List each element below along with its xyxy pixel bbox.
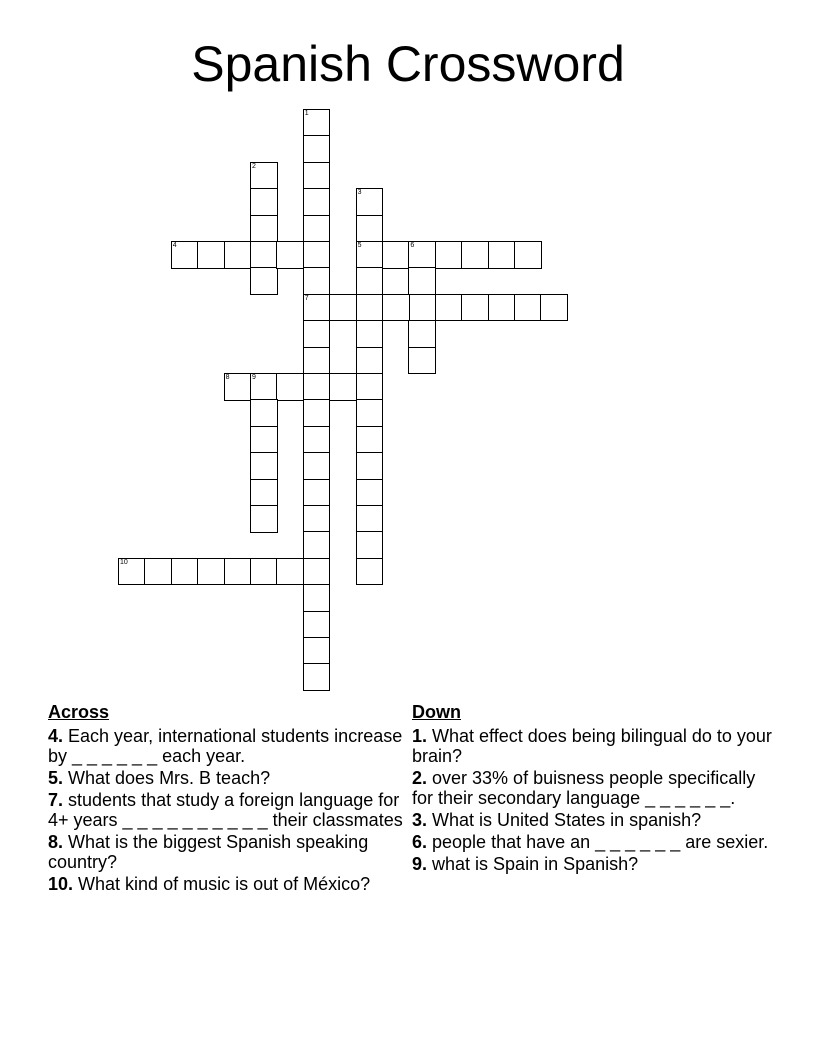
grid-cell[interactable] xyxy=(276,558,304,586)
clue-item xyxy=(48,726,408,766)
grid-cell[interactable] xyxy=(303,241,331,269)
clue-number-label: 6. xyxy=(412,832,428,852)
clue-text: Each year, international students increase by _ _ _ _ _ _ each year. xyxy=(48,726,403,766)
down-heading: Down xyxy=(412,702,461,722)
grid-cell[interactable] xyxy=(250,215,278,243)
grid-cell[interactable] xyxy=(356,479,384,507)
grid-cell[interactable] xyxy=(250,452,278,480)
grid-cell[interactable] xyxy=(488,241,516,269)
grid-cell[interactable] xyxy=(461,241,489,269)
grid-cell[interactable] xyxy=(144,558,172,586)
grid-cell[interactable] xyxy=(250,188,278,216)
grid-cell[interactable] xyxy=(303,347,331,375)
grid-cell[interactable] xyxy=(303,399,331,427)
grid-cell[interactable] xyxy=(356,320,384,348)
grid-cell[interactable] xyxy=(303,558,331,586)
grid-cell[interactable] xyxy=(356,215,384,243)
grid-cell[interactable] xyxy=(250,505,278,533)
clue-item xyxy=(48,874,408,894)
grid-cell[interactable] xyxy=(224,241,252,269)
grid-cell[interactable] xyxy=(250,399,278,427)
grid-cell[interactable] xyxy=(303,320,331,348)
grid-cell[interactable] xyxy=(303,426,331,454)
clue-number-label: 3. xyxy=(412,810,428,830)
clue-text: What is United States in spanish? xyxy=(427,810,702,830)
down-clues xyxy=(412,702,772,876)
grid-cell[interactable] xyxy=(171,241,199,269)
clue-number: 8 xyxy=(225,374,230,381)
clue-number: 1 xyxy=(304,110,309,117)
clue-text: people that have an _ _ _ _ _ _ are sexier. xyxy=(427,832,769,852)
grid-cell[interactable] xyxy=(356,294,384,322)
grid-cell[interactable] xyxy=(250,479,278,507)
grid-cell[interactable] xyxy=(356,188,384,216)
grid-cell[interactable] xyxy=(250,267,278,295)
clue-number: 3 xyxy=(357,189,362,197)
across-clue-list xyxy=(48,726,408,894)
clue-number-label: 8. xyxy=(48,832,64,852)
clue-number-label: 1. xyxy=(412,726,428,746)
clue-number-label: 10. xyxy=(48,874,74,894)
clue-text: students that study a foreign language for 4+ years _ _ _ _ _ _ _ _ _ _ their classmates xyxy=(48,790,403,830)
grid-cell[interactable] xyxy=(303,452,331,480)
grid-cell[interactable] xyxy=(303,505,331,533)
grid-cell[interactable] xyxy=(303,531,331,559)
clue-number: 10 xyxy=(120,558,128,566)
clue-number: 6 xyxy=(410,242,415,249)
clue-item xyxy=(48,790,408,830)
grid-cell[interactable] xyxy=(356,558,384,586)
grid-cell[interactable] xyxy=(303,135,331,163)
clue-number-label: 5. xyxy=(48,768,64,788)
grid-cell[interactable] xyxy=(171,558,199,586)
grid-cell[interactable] xyxy=(356,373,384,401)
clue-item xyxy=(412,726,772,766)
grid-cell[interactable] xyxy=(461,294,489,322)
grid-cell[interactable] xyxy=(303,373,331,401)
clue-text: over 33% of buisness people specifically for their secondary language _ _ _ _ _ _. xyxy=(412,768,756,808)
grid-cell[interactable] xyxy=(435,241,463,269)
grid-cell[interactable] xyxy=(356,531,384,559)
grid-cell[interactable] xyxy=(303,637,331,665)
clue-number-label: 2. xyxy=(412,768,428,788)
clue-item xyxy=(412,810,772,830)
grid-cell[interactable] xyxy=(303,294,331,322)
grid-cell[interactable] xyxy=(356,505,384,533)
grid-cell[interactable] xyxy=(224,558,252,586)
grid-cell[interactable] xyxy=(356,426,384,454)
grid-cell[interactable] xyxy=(356,399,384,427)
grid-cell[interactable] xyxy=(303,109,331,137)
clue-text: What does Mrs. B teach? xyxy=(63,768,271,788)
clue-number: 9 xyxy=(252,374,256,381)
grid-cell[interactable] xyxy=(276,373,304,401)
clue-number-label: 4. xyxy=(48,726,64,746)
grid-cell[interactable] xyxy=(329,373,357,401)
grid-cell[interactable] xyxy=(303,162,331,190)
grid-cell[interactable] xyxy=(197,241,225,269)
grid-cell[interactable] xyxy=(408,320,436,348)
clue-item xyxy=(412,854,772,874)
clue-text: what is Spain in Spanish? xyxy=(427,854,639,874)
grid-cell[interactable] xyxy=(303,584,331,612)
grid-cell[interactable] xyxy=(540,294,568,322)
grid-cell[interactable] xyxy=(303,663,331,691)
grid-cell[interactable] xyxy=(224,373,252,401)
grid-cell[interactable] xyxy=(276,241,304,269)
clue-item xyxy=(48,768,408,788)
grid-cell[interactable] xyxy=(356,241,384,269)
grid-cell[interactable] xyxy=(408,267,436,295)
grid-cell[interactable] xyxy=(303,188,331,216)
across-heading: Across xyxy=(48,702,110,722)
grid-cell[interactable] xyxy=(197,558,225,586)
grid-cell[interactable] xyxy=(488,294,516,322)
grid-cell[interactable] xyxy=(356,452,384,480)
grid-cell[interactable] xyxy=(250,426,278,454)
clue-item xyxy=(412,768,772,808)
clue-number: 5 xyxy=(357,242,362,249)
clue-text: What kind of music is out of México? xyxy=(73,874,371,894)
grid-cell[interactable] xyxy=(250,558,278,586)
grid-cell[interactable] xyxy=(382,241,410,269)
grid-cell[interactable] xyxy=(435,294,463,322)
grid-cell[interactable] xyxy=(514,241,542,269)
clue-text: What is the biggest Spanish speaking country? xyxy=(48,832,369,872)
grid-cell[interactable] xyxy=(408,294,436,322)
across-clues xyxy=(48,702,408,896)
page-title: Spanish Crossword xyxy=(191,36,625,92)
grid-cell[interactable] xyxy=(118,558,146,586)
clue-number-label: 7. xyxy=(48,790,64,810)
grid-cell[interactable] xyxy=(250,241,278,269)
clue-number-label: 9. xyxy=(412,854,428,874)
clue-item xyxy=(412,832,772,852)
clue-number: 7 xyxy=(304,294,309,302)
grid-cell[interactable] xyxy=(408,241,436,269)
clue-item xyxy=(48,832,408,872)
grid-cell[interactable] xyxy=(303,267,331,295)
grid-cell[interactable] xyxy=(303,479,331,507)
grid-cell[interactable] xyxy=(356,267,384,295)
clue-number: 4 xyxy=(172,242,177,249)
grid-cell[interactable] xyxy=(303,611,331,639)
grid-cell[interactable] xyxy=(329,294,357,322)
grid-cell[interactable] xyxy=(250,373,278,401)
clue-number: 2 xyxy=(252,162,256,170)
grid-cell[interactable] xyxy=(408,347,436,375)
clue-text: What effect does being bilingual do to your brain? xyxy=(412,726,772,766)
down-clue-list xyxy=(412,726,772,874)
grid-cell[interactable] xyxy=(303,215,331,243)
grid-cell[interactable] xyxy=(250,162,278,190)
grid-cell[interactable] xyxy=(356,347,384,375)
grid-cell[interactable] xyxy=(514,294,542,322)
grid-cell[interactable] xyxy=(382,294,410,322)
